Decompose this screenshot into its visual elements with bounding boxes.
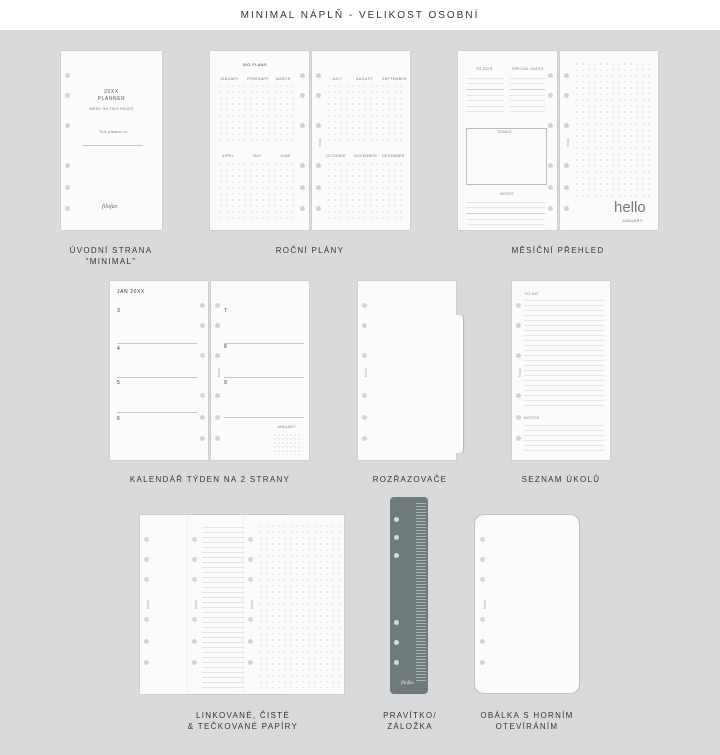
caption-ruler: PRAVÍTKO/ ZÁLOŽKA xyxy=(383,711,437,731)
todo-notes-label: NOTES xyxy=(524,415,540,420)
intro-year: 20XX xyxy=(104,89,119,95)
caption-papers: LINKOVANÉ, ČISTÉ & TEČKOVANÉ PAPÍRY xyxy=(187,711,299,731)
year-title: BIG PLANS xyxy=(243,62,267,67)
ruler-bookmark xyxy=(390,497,428,694)
week-month-label: JAN 20XX xyxy=(117,289,145,295)
month-label: NOVEMBER xyxy=(354,154,377,158)
plain-paper: filofax xyxy=(140,515,238,694)
month-label: MAY xyxy=(253,154,262,158)
divider-tab xyxy=(455,315,463,453)
dotted-paper: filofax xyxy=(244,515,344,694)
header-bar xyxy=(0,0,720,30)
month-left-page xyxy=(458,51,557,230)
intro-subtitle: WEEK ON TWO PAGES xyxy=(89,107,134,111)
caption-intro: ÚVODNÍ STRANA "MINIMAL" xyxy=(69,246,153,266)
mini-calendar xyxy=(273,433,303,455)
todo-title: TO-DO xyxy=(524,291,539,296)
week-day-number: 7 xyxy=(224,308,228,314)
intro-title: PLANNER xyxy=(97,96,126,102)
week-right-page: 7 8 9 JANUARY filofax xyxy=(211,281,309,460)
week-day-number: 9 xyxy=(224,380,228,386)
todo-page: TO-DO NOTES filofax xyxy=(512,281,610,460)
caption-month: MĚSÍČNÍ PŘEHLED xyxy=(511,246,605,255)
month-label: APRIL xyxy=(222,154,234,158)
ruler-scale xyxy=(416,503,426,681)
year-plan-right-page: JULY AUGUST SEPTEMBER OCTOBER NOVEMBER DECEMBER filofax xyxy=(312,51,410,230)
intro-owner: This planner is: xyxy=(99,130,129,134)
goals-box xyxy=(466,128,547,185)
week-day-number: 3 xyxy=(117,308,121,314)
month-label: AUGUST xyxy=(356,77,373,81)
month-todo-label: TO-DO'S xyxy=(476,67,493,71)
caption-todo: SEZNAM ÚKOLŮ xyxy=(521,475,601,484)
divider-page: filofax xyxy=(358,281,456,460)
month-label: JULY xyxy=(332,77,342,81)
month-label: MARCH xyxy=(276,77,291,81)
lined-paper: filofax xyxy=(188,515,286,694)
month-label: DECEMBER xyxy=(382,154,405,158)
month-label: JUNE xyxy=(280,154,291,158)
month-label: FEBRUARY xyxy=(247,77,269,81)
week-day-number: 5 xyxy=(117,380,121,386)
week-left-page xyxy=(110,281,208,460)
page-title: MINIMAL NÁPLŇ - VELIKOST OSOBNÍ xyxy=(240,10,480,21)
top-opening-envelope: filofax xyxy=(474,514,580,694)
year-plan-left-page xyxy=(210,51,309,230)
caption-dividers: ROZŘAZOVAČE xyxy=(372,475,448,484)
month-label: OCTOBER xyxy=(326,154,346,158)
month-label: SEPTEMBER xyxy=(382,77,407,81)
month-label: JANUARY xyxy=(220,77,239,81)
month-dates-label: SPECIAL DATES xyxy=(512,67,544,71)
month-notes-label: NOTES xyxy=(500,192,514,196)
caption-week: KALENDÁŘ TÝDEN NA 2 STRANY xyxy=(129,475,291,484)
month-goals-label: GOALS xyxy=(498,130,512,134)
week-day-number: 6 xyxy=(117,416,121,422)
intro-page xyxy=(61,51,162,230)
mini-cal-title: JANUARY xyxy=(277,425,296,429)
ruler-logo: filofax xyxy=(401,681,414,686)
month-right-page: hello JANUARY filofax xyxy=(560,51,658,230)
caption-year: ROČNÍ PLÁNY xyxy=(275,246,345,255)
week-day-number: 8 xyxy=(224,344,228,350)
filofax-logo: filofax xyxy=(102,204,118,210)
hello-month: JANUARY xyxy=(622,218,643,223)
caption-cover: OBÁLKA S HORNÍM OTEVÍRÁNÍM xyxy=(480,711,574,731)
hello-text: hello xyxy=(614,199,646,216)
week-day-number: 4 xyxy=(117,346,121,352)
